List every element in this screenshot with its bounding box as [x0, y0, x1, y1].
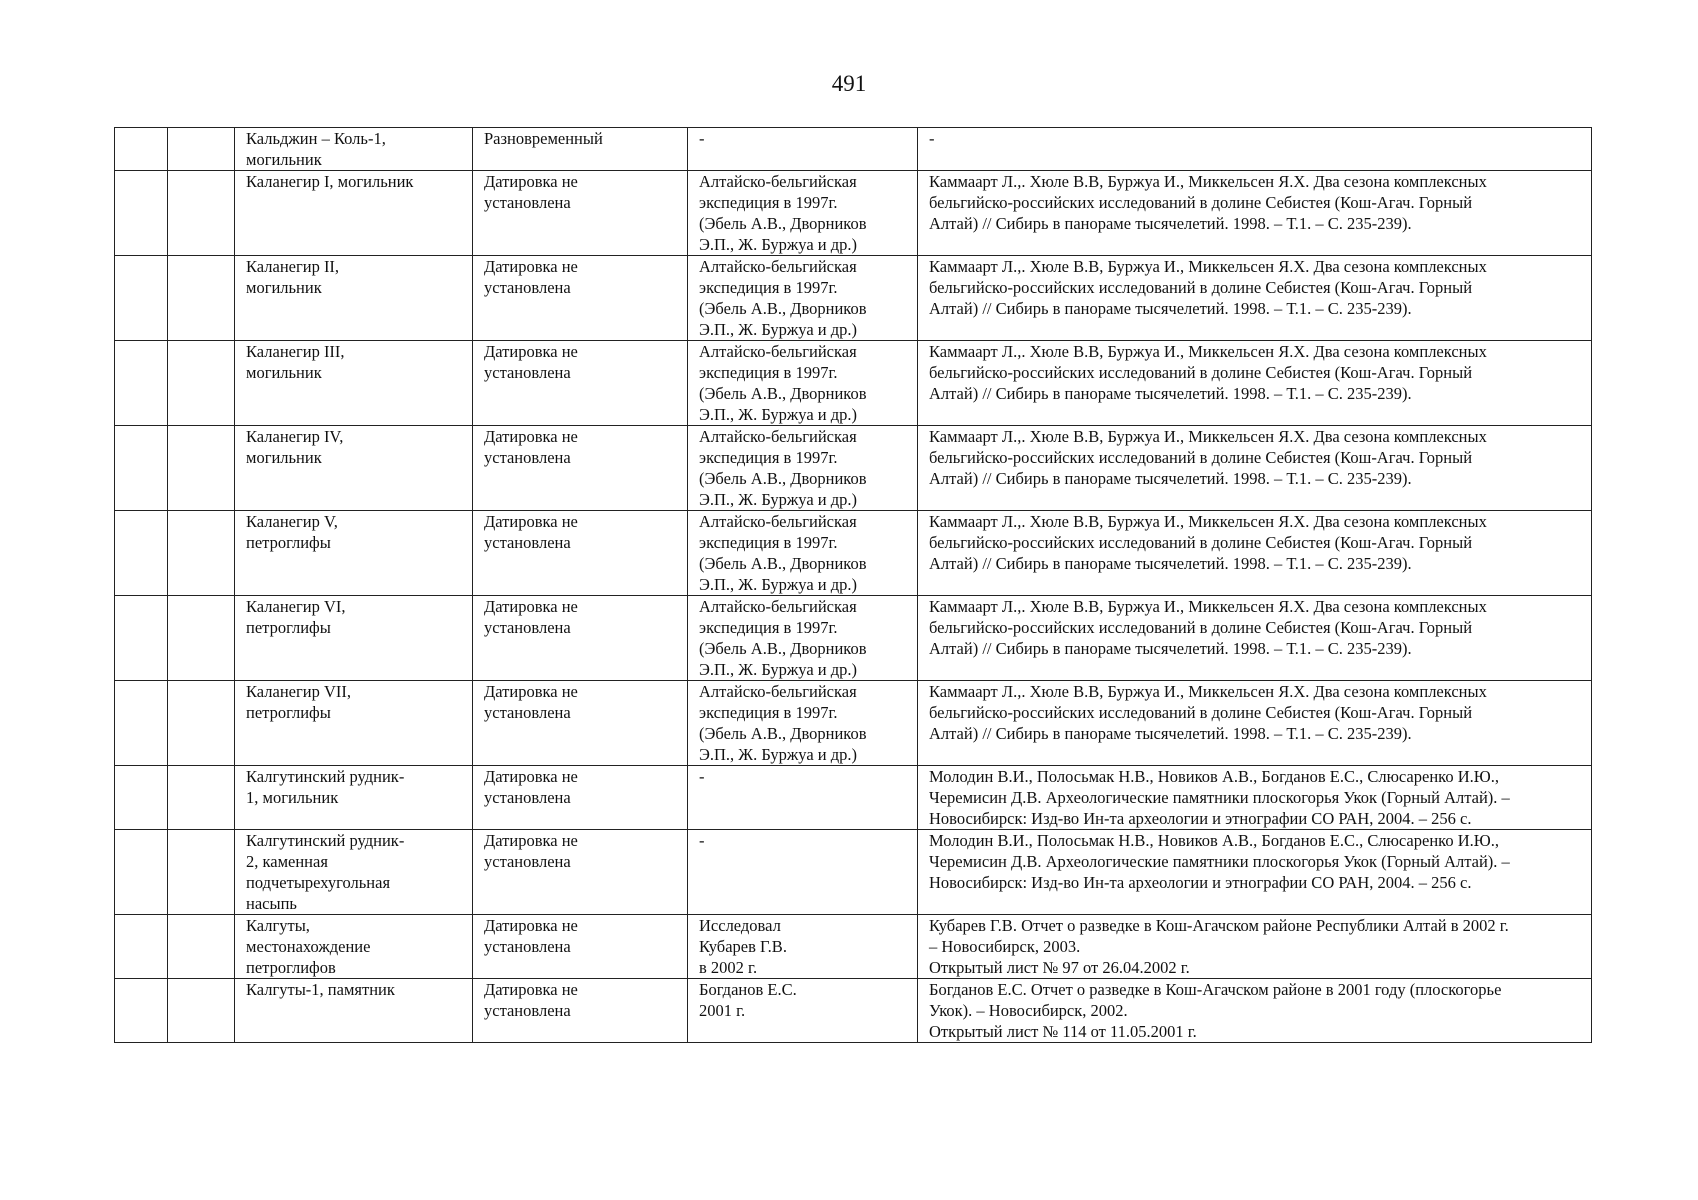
number-cell — [168, 426, 235, 511]
literature-line: - — [929, 129, 935, 148]
literature-line: Алтай) // Сибирь в панораме тысячелетий. 1998. – Т.1. – С. 235-239). — [929, 214, 1412, 233]
site-name-line: Каланегир I, могильник — [246, 172, 414, 191]
research-cell — [688, 915, 918, 979]
dating-line: установлена — [484, 788, 571, 807]
site-name-cell — [235, 341, 473, 426]
dating-line: установлена — [484, 278, 571, 297]
research-line: Э.П., Ж. Буржуа и др.) — [699, 575, 858, 594]
site-name-line: Каланегир VII, — [246, 682, 351, 701]
dating-cell — [473, 171, 688, 256]
table-row — [115, 128, 1592, 171]
research-cell — [688, 341, 918, 426]
site-name-line: подчетырехугольная — [246, 873, 391, 892]
research-cell — [688, 830, 918, 915]
dating-line: Датировка не — [484, 597, 578, 616]
table-row — [115, 979, 1592, 1043]
literature-line: Открытый лист № 114 от 11.05.2001 г. — [929, 1022, 1197, 1041]
research-line: Кубарев Г.В. — [699, 937, 787, 956]
dating-line: Датировка не — [484, 916, 578, 935]
site-name-cell — [235, 830, 473, 915]
research-cell — [688, 766, 918, 830]
research-line: (Эбель А.В., Дворников — [699, 554, 867, 573]
dating-cell — [473, 426, 688, 511]
literature-line: Каммаарт Л.,. Хюле В.В, Буржуа И., Миккельсен Я.Х. Два сезона комплексных — [929, 257, 1487, 276]
literature-line: Молодин В.И., Полосьмак Н.В., Новиков А.В., Богданов Е.С., Слюсаренко И.Ю., — [929, 831, 1499, 850]
index-cell — [115, 766, 168, 830]
research-line: (Эбель А.В., Дворников — [699, 469, 867, 488]
research-cell — [688, 256, 918, 341]
index-cell — [115, 681, 168, 766]
site-name-line: Калгуты-1, памятник — [246, 980, 395, 999]
research-cell — [688, 681, 918, 766]
site-name-cell — [235, 766, 473, 830]
monuments-table — [114, 127, 1592, 1043]
literature-line: Алтай) // Сибирь в панораме тысячелетий. 1998. – Т.1. – С. 235-239). — [929, 299, 1412, 318]
dating-line: Разновременный — [484, 129, 603, 148]
literature-cell — [918, 681, 1592, 766]
research-line: Э.П., Ж. Буржуа и др.) — [699, 490, 858, 509]
dating-line: Датировка не — [484, 512, 578, 531]
page-number: 491 — [831, 71, 867, 96]
dating-line: установлена — [484, 533, 571, 552]
index-cell — [115, 128, 168, 171]
site-name-line: Каланегир III, — [246, 342, 345, 361]
research-line: Э.П., Ж. Буржуа и др.) — [699, 660, 858, 679]
table-body — [115, 128, 1592, 1043]
dating-cell — [473, 128, 688, 171]
literature-line: Укок). – Новосибирск, 2002. — [929, 1001, 1128, 1020]
dating-cell — [473, 681, 688, 766]
site-name-cell — [235, 511, 473, 596]
literature-line: бельгийско-российских исследований в долине Себистея (Кош-Агач. Горный — [929, 703, 1473, 722]
number-cell — [168, 341, 235, 426]
site-name-line: могильник — [246, 363, 322, 382]
table-row — [115, 596, 1592, 681]
site-name-line: Каланегир V, — [246, 512, 338, 531]
literature-line: бельгийско-российских исследований в долине Себистея (Кош-Агач. Горный — [929, 533, 1473, 552]
literature-line: Открытый лист № 97 от 26.04.2002 г. — [929, 958, 1190, 977]
index-cell — [115, 511, 168, 596]
research-line: Э.П., Ж. Буржуа и др.) — [699, 320, 858, 339]
research-line: Исследовал — [699, 916, 781, 935]
dating-line: установлена — [484, 193, 571, 212]
number-cell — [168, 171, 235, 256]
research-line: Богданов Е.С. — [699, 980, 797, 999]
literature-cell — [918, 256, 1592, 341]
site-name-line: петроглифы — [246, 533, 331, 552]
research-line: - — [699, 129, 705, 148]
research-line: - — [699, 831, 705, 850]
table-row — [115, 256, 1592, 341]
dating-line: установлена — [484, 363, 571, 382]
literature-line: Алтай) // Сибирь в панораме тысячелетий. 1998. – Т.1. – С. 235-239). — [929, 554, 1412, 573]
index-cell — [115, 979, 168, 1043]
research-line: экспедиция в 1997г. — [699, 448, 838, 467]
number-cell — [168, 915, 235, 979]
index-cell — [115, 596, 168, 681]
table-row — [115, 426, 1592, 511]
literature-cell — [918, 830, 1592, 915]
table-row — [115, 171, 1592, 256]
site-name-cell — [235, 979, 473, 1043]
literature-line: бельгийско-российских исследований в долине Себистея (Кош-Агач. Горный — [929, 278, 1473, 297]
research-line: Алтайско-бельгийская — [699, 427, 857, 446]
table-row — [115, 681, 1592, 766]
research-line: экспедиция в 1997г. — [699, 703, 838, 722]
dating-cell — [473, 915, 688, 979]
table-row — [115, 830, 1592, 915]
site-name-line: 2, каменная — [246, 852, 328, 871]
dating-line: Датировка не — [484, 767, 578, 786]
research-line: Алтайско-бельгийская — [699, 257, 857, 276]
literature-line: Черемисин Д.В. Археологические памятники плоскогорья Укок (Горный Алтай). – — [929, 788, 1510, 807]
research-line: Э.П., Ж. Буржуа и др.) — [699, 235, 858, 254]
research-line: Э.П., Ж. Буржуа и др.) — [699, 405, 858, 424]
table-row — [115, 915, 1592, 979]
research-cell — [688, 171, 918, 256]
site-name-cell — [235, 256, 473, 341]
dating-line: установлена — [484, 448, 571, 467]
literature-line: Каммаарт Л.,. Хюле В.В, Буржуа И., Миккельсен Я.Х. Два сезона комплексных — [929, 172, 1487, 191]
number-cell — [168, 128, 235, 171]
dating-cell — [473, 830, 688, 915]
table-row — [115, 511, 1592, 596]
site-name-line: Каланегир IV, — [246, 427, 344, 446]
number-cell — [168, 766, 235, 830]
research-cell — [688, 128, 918, 171]
literature-line: Каммаарт Л.,. Хюле В.В, Буржуа И., Миккельсен Я.Х. Два сезона комплексных — [929, 342, 1487, 361]
literature-line: Новосибирск: Изд-во Ин-та археологии и этнографии СО РАН, 2004. – 256 с. — [929, 809, 1472, 828]
site-name-cell — [235, 596, 473, 681]
index-cell — [115, 830, 168, 915]
dating-line: установлена — [484, 703, 571, 722]
index-cell — [115, 341, 168, 426]
literature-line: Алтай) // Сибирь в панораме тысячелетий. 1998. – Т.1. – С. 235-239). — [929, 469, 1412, 488]
dating-line: установлена — [484, 618, 571, 637]
research-line: (Эбель А.В., Дворников — [699, 299, 867, 318]
research-line: (Эбель А.В., Дворников — [699, 384, 867, 403]
site-name-line: петроглифы — [246, 618, 331, 637]
site-name-line: 1, могильник — [246, 788, 339, 807]
site-name-line: могильник — [246, 278, 322, 297]
literature-cell — [918, 915, 1592, 979]
literature-line: Кубарев Г.В. Отчет о разведке в Кош-Агачском районе Республики Алтай в 2002 г. — [929, 916, 1509, 935]
literature-line: Каммаарт Л.,. Хюле В.В, Буржуа И., Миккельсен Я.Х. Два сезона комплексных — [929, 512, 1487, 531]
literature-line: бельгийско-российских исследований в долине Себистея (Кош-Агач. Горный — [929, 193, 1473, 212]
dating-line: Датировка не — [484, 172, 578, 191]
literature-line: Алтай) // Сибирь в панораме тысячелетий. 1998. – Т.1. – С. 235-239). — [929, 384, 1412, 403]
research-line: 2001 г. — [699, 1001, 746, 1020]
research-line: Алтайско-бельгийская — [699, 342, 857, 361]
research-line: экспедиция в 1997г. — [699, 363, 838, 382]
research-line: Алтайско-бельгийская — [699, 512, 857, 531]
site-name-line: петроглифы — [246, 703, 331, 722]
literature-cell — [918, 341, 1592, 426]
literature-line: Богданов Е.С. Отчет о разведке в Кош-Агачском районе в 2001 году (плоскогорье — [929, 980, 1502, 999]
dating-line: Датировка не — [484, 831, 578, 850]
literature-cell — [918, 426, 1592, 511]
site-name-cell — [235, 171, 473, 256]
literature-cell — [918, 979, 1592, 1043]
research-line: (Эбель А.В., Дворников — [699, 214, 867, 233]
research-line: в 2002 г. — [699, 958, 758, 977]
research-cell — [688, 511, 918, 596]
number-cell — [168, 979, 235, 1043]
literature-line: Молодин В.И., Полосьмак Н.В., Новиков А.В., Богданов Е.С., Слюсаренко И.Ю., — [929, 767, 1499, 786]
site-name-cell — [235, 426, 473, 511]
research-line: (Эбель А.В., Дворников — [699, 724, 867, 743]
dating-cell — [473, 596, 688, 681]
site-name-line: насыпь — [246, 894, 297, 913]
site-name-line: Калгуты, — [246, 916, 310, 935]
dating-cell — [473, 256, 688, 341]
dating-cell — [473, 766, 688, 830]
literature-line: Алтай) // Сибирь в панораме тысячелетий. 1998. – Т.1. – С. 235-239). — [929, 724, 1412, 743]
literature-cell — [918, 128, 1592, 171]
site-name-line: местонахождение — [246, 937, 371, 956]
number-cell — [168, 256, 235, 341]
index-cell — [115, 256, 168, 341]
site-name-line: могильник — [246, 150, 322, 169]
literature-line: Каммаарт Л.,. Хюле В.В, Буржуа И., Миккельсен Я.Х. Два сезона комплексных — [929, 427, 1487, 446]
number-cell — [168, 596, 235, 681]
site-name-cell — [235, 915, 473, 979]
literature-line: бельгийско-российских исследований в долине Себистея (Кош-Агач. Горный — [929, 618, 1473, 637]
dating-line: Датировка не — [484, 342, 578, 361]
site-name-line: Каланегир II, — [246, 257, 340, 276]
dating-cell — [473, 979, 688, 1043]
number-cell — [168, 511, 235, 596]
index-cell — [115, 171, 168, 256]
literature-line: Алтай) // Сибирь в панораме тысячелетий. 1998. – Т.1. – С. 235-239). — [929, 639, 1412, 658]
literature-cell — [918, 511, 1592, 596]
site-name-line: Калгутинский рудник- — [246, 831, 405, 850]
research-line: экспедиция в 1997г. — [699, 278, 838, 297]
research-line: экспедиция в 1997г. — [699, 193, 838, 212]
research-line: экспедиция в 1997г. — [699, 618, 838, 637]
dating-line: установлена — [484, 852, 571, 871]
research-line: - — [699, 767, 705, 786]
dating-line: установлена — [484, 1001, 571, 1020]
literature-cell — [918, 171, 1592, 256]
literature-line: бельгийско-российских исследований в долине Себистея (Кош-Агач. Горный — [929, 448, 1473, 467]
site-name-line: Каланегир VI, — [246, 597, 346, 616]
literature-line: Каммаарт Л.,. Хюле В.В, Буржуа И., Миккельсен Я.Х. Два сезона комплексных — [929, 682, 1487, 701]
site-name-line: могильник — [246, 448, 322, 467]
site-name-cell — [235, 128, 473, 171]
research-line: Э.П., Ж. Буржуа и др.) — [699, 745, 858, 764]
research-line: экспедиция в 1997г. — [699, 533, 838, 552]
dating-line: Датировка не — [484, 257, 578, 276]
research-line: (Эбель А.В., Дворников — [699, 639, 867, 658]
research-line: Алтайско-бельгийская — [699, 172, 857, 191]
dating-line: установлена — [484, 937, 571, 956]
research-line: Алтайско-бельгийская — [699, 682, 857, 701]
index-cell — [115, 426, 168, 511]
literature-line: бельгийско-российских исследований в долине Себистея (Кош-Агач. Горный — [929, 363, 1473, 382]
research-cell — [688, 426, 918, 511]
dating-cell — [473, 341, 688, 426]
dating-line: Датировка не — [484, 682, 578, 701]
literature-cell — [918, 596, 1592, 681]
site-name-line: Калгутинский рудник- — [246, 767, 405, 786]
literature-cell — [918, 766, 1592, 830]
table-row — [115, 341, 1592, 426]
literature-line: – Новосибирск, 2003. — [929, 937, 1081, 956]
research-line: Алтайско-бельгийская — [699, 597, 857, 616]
index-cell — [115, 915, 168, 979]
dating-cell — [473, 511, 688, 596]
table-row — [115, 766, 1592, 830]
number-cell — [168, 681, 235, 766]
dating-line: Датировка не — [484, 427, 578, 446]
literature-line: Каммаарт Л.,. Хюле В.В, Буржуа И., Миккельсен Я.Х. Два сезона комплексных — [929, 597, 1487, 616]
research-cell — [688, 979, 918, 1043]
research-cell — [688, 596, 918, 681]
site-name-line: Кальджин – Коль-1, — [246, 129, 386, 148]
literature-line: Черемисин Д.В. Археологические памятники плоскогорья Укок (Горный Алтай). – — [929, 852, 1510, 871]
literature-line: Новосибирск: Изд-во Ин-та археологии и этнографии СО РАН, 2004. – 256 с. — [929, 873, 1472, 892]
dating-line: Датировка не — [484, 980, 578, 999]
number-cell — [168, 830, 235, 915]
site-name-cell — [235, 681, 473, 766]
site-name-line: петроглифов — [246, 958, 336, 977]
